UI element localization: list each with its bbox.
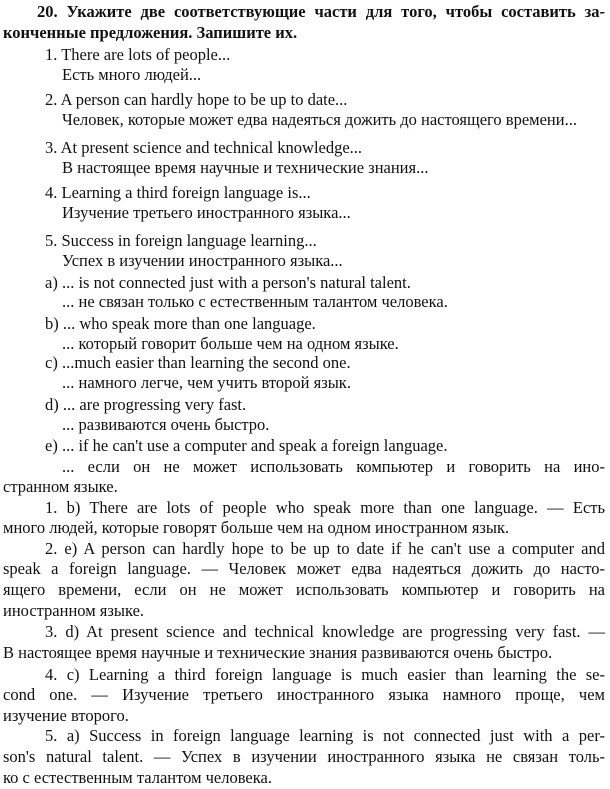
- beginning-4-en: 4. Learning a third foreign language is...: [45, 183, 311, 202]
- ending-e-en: e) ... if he can't use a computer and speak a foreign language.: [45, 436, 448, 455]
- answer-2-line-3: ящего времени, если он не может использовать компьютер и говорить на: [3, 580, 605, 599]
- answer-5-line-2: son's natural talent. — Успех в изучении иностранного языка не связан толь-: [3, 747, 605, 766]
- beginning-2-en: 2. A person can hardly hope to be up to date...: [45, 90, 348, 109]
- beginning-1-en: 1. There are lots of people...: [45, 45, 231, 64]
- ending-c-en: c) ...much easier than learning the second one.: [45, 353, 351, 372]
- answer-4-line-3: изучение второго.: [3, 706, 129, 725]
- answer-2-line-2: speak a foreign language. — Человек может едва надеяться дожить до насто-: [3, 559, 605, 578]
- answer-1-line-1: 1. b) There are lots of people who speak more than one language. — Есть: [45, 498, 605, 517]
- ending-a-en: a) ... is not connected just with a person's natural talent.: [45, 273, 411, 292]
- answer-2-line-4: иностранном языке.: [3, 601, 145, 620]
- beginning-4-ru: Изучение третьего иностранного языка...: [62, 203, 351, 222]
- answer-5-line-1: 5. a) Success in foreign language learning is not connected just with a per-: [45, 726, 605, 745]
- answer-5-line-3: ко с естественным талантом человека.: [3, 768, 272, 787]
- task-title-line-2: конченные предложения. Запишите их.: [3, 23, 298, 42]
- ending-c-ru: ... намного легче, чем учить второй язык.: [62, 373, 351, 392]
- task-title-line-1: 20. Укажите две соответствующие части для того, чтобы составить за-: [37, 2, 605, 21]
- ending-b-ru: ... который говорит больше чем на одном языке.: [62, 334, 399, 353]
- ending-d-ru: ... развиваются очень быстро.: [62, 415, 270, 434]
- beginning-5-en: 5. Success in foreign language learning...: [45, 231, 317, 250]
- beginning-5-ru: Успех в изучении иностранного языка...: [62, 251, 343, 270]
- answer-3-line-1: 3. d) At present science and technical knowledge are progressing very fast. —: [45, 622, 605, 641]
- ending-d-en: d) ... are progressing very fast.: [45, 395, 247, 414]
- beginning-3-en: 3. At present science and technical knowledge...: [45, 138, 363, 157]
- answer-1-line-2: много людей, которые говорят больше чем на одном иностранном язык.: [3, 518, 510, 537]
- answer-4-line-2: cond one. — Изучение третьего иностранного языка намного проще, чем: [3, 685, 605, 704]
- beginning-2-ru: Человек, которые может едва надеяться дожить до настоящего времени...: [62, 110, 577, 129]
- answer-4-line-1: 4. c) Learning a third foreign language is much easier than learning the se-: [45, 665, 605, 684]
- ending-a-ru: ... не связан только с естественным талантом человека.: [62, 292, 448, 311]
- ending-b-en: b) ... who speak more than one language.: [45, 314, 316, 333]
- beginning-3-ru: В настоящее время научные и технические знания...: [62, 158, 429, 177]
- ending-e-ru-line-1: ... если он не может использовать компьютер и говорить на ино-: [62, 457, 605, 476]
- answer-3-line-2: В настоящее время научные и технические знания развиваются очень быстро.: [3, 643, 553, 662]
- ending-e-ru-line-2: странном языке.: [3, 477, 118, 496]
- beginning-1-ru: Есть много людей...: [62, 65, 202, 84]
- answer-2-line-1: 2. e) A person can hardly hope to be up to date if he can't use a computer and: [45, 539, 605, 558]
